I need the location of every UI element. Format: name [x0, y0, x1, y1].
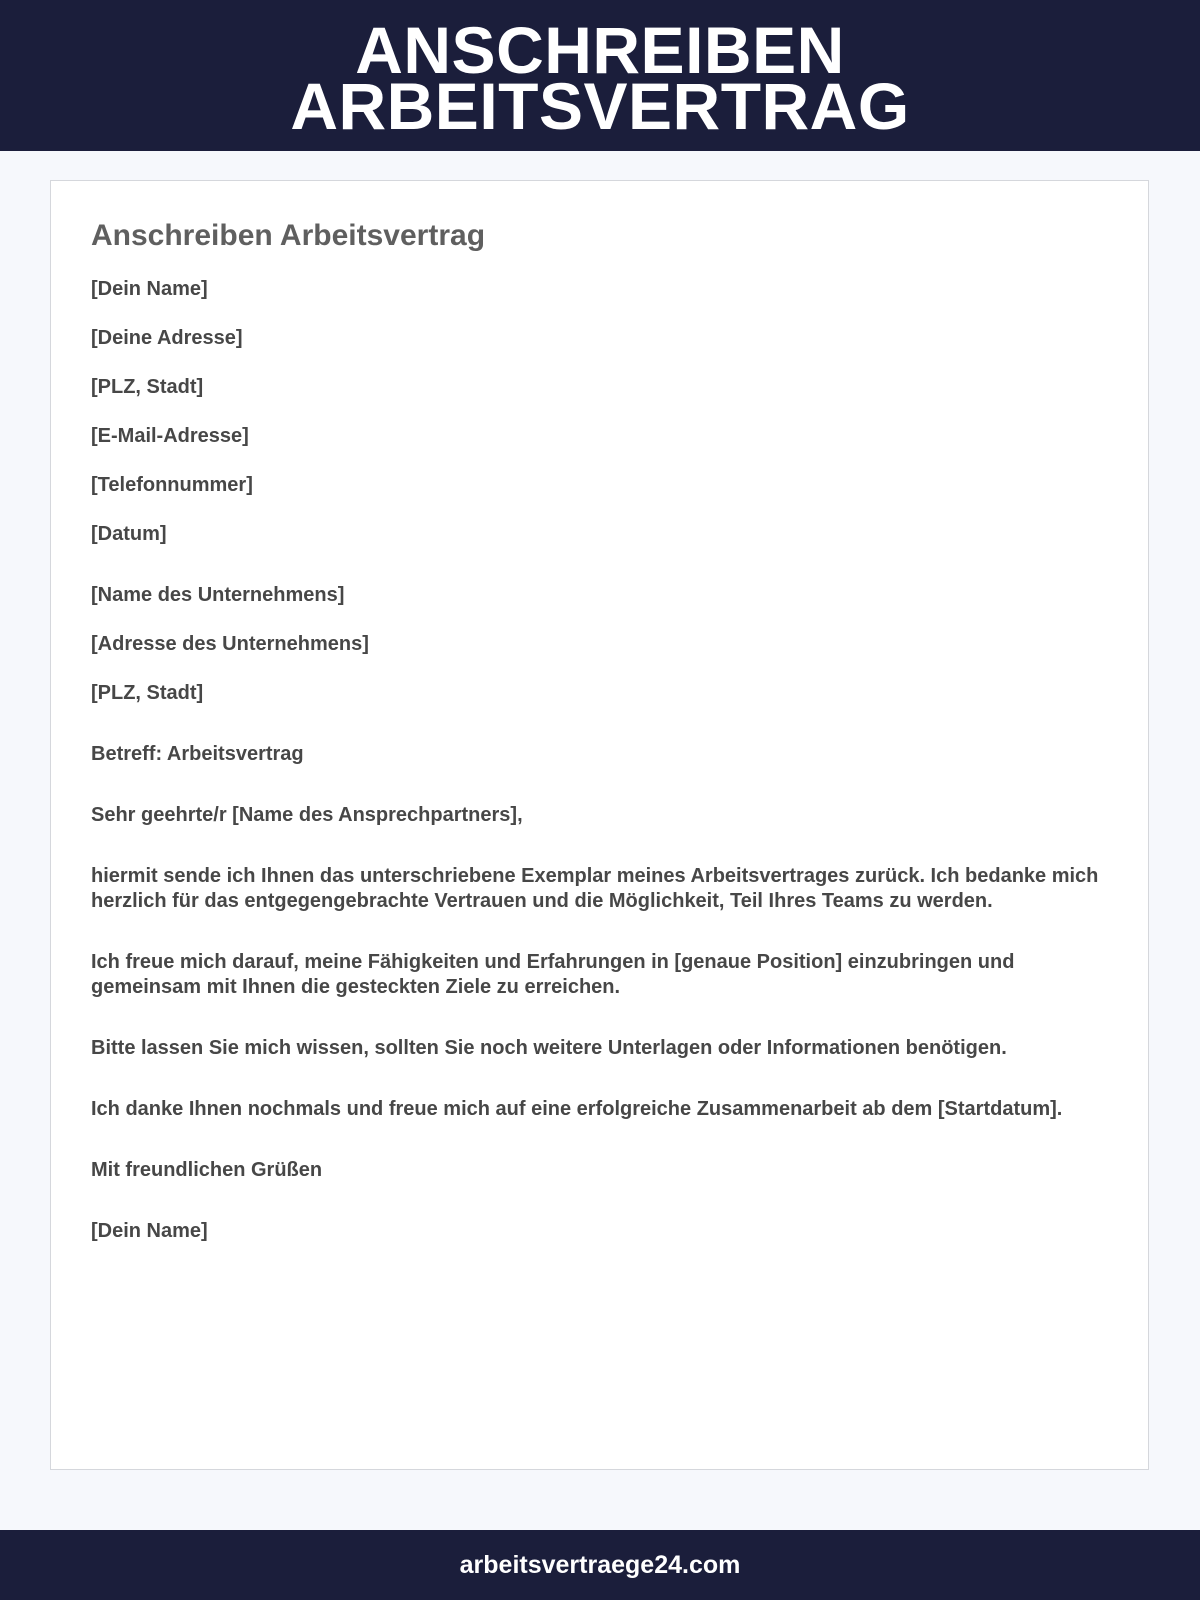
sender-name: [Dein Name]	[91, 278, 208, 300]
letter-closing: Mit freundlichen Grüßen	[91, 1159, 323, 1181]
footer-site-name: arbeitsvertraege24.com	[459, 1550, 741, 1579]
letter-salutation: Sehr geehrte/r [Name des Ansprechpartners],	[91, 804, 523, 826]
sender-address: [Deine Adresse]	[91, 327, 243, 349]
recipient-company: [Name des Unternehmens]	[91, 584, 345, 606]
letter-signature: [Dein Name]	[91, 1220, 208, 1242]
header-title-line-1: ANSCHREIBEN	[355, 12, 845, 87]
recipient-address: [Adresse des Unternehmens]	[91, 633, 369, 655]
recipient-city: [PLZ, Stadt]	[91, 682, 204, 704]
document-title: Anschreiben Arbeitsvertrag	[91, 219, 486, 252]
letter-date: [Datum]	[91, 523, 167, 545]
page-footer	[0, 1530, 1200, 1600]
letter-subject: Betreff: Arbeitsvertrag	[91, 743, 304, 765]
body-paragraph-3: Bitte lassen Sie mich wissen, sollten Sie noch weitere Unterlagen oder Informationen benötigen.	[91, 1037, 1007, 1059]
header-title-line-2: ARBEITSVERTRAG	[290, 68, 910, 143]
letter-card	[50, 180, 1149, 1470]
body-paragraph-2: Ich freue mich darauf, meine Fähigkeiten und Erfahrungen in [genaue Position] einzubringen und gemeinsam mit Ihnen die gesteckten Ziele zu erreichen.	[91, 951, 1015, 998]
sender-email: [E-Mail-Adresse]	[91, 425, 249, 447]
sender-city: [PLZ, Stadt]	[91, 376, 204, 398]
body-paragraph-1: hiermit sende ich Ihnen das unterschriebene Exemplar meines Arbeitsvertrages zurück. Ich bedanke mich herzlich für das entgegengebrachte Vertrauen und die Möglichkeit, Teil Ihres Teams zu werden.	[91, 865, 1099, 912]
sender-phone: [Telefonnummer]	[91, 474, 253, 496]
body-paragraph-4: Ich danke Ihnen nochmals und freue mich auf eine erfolgreiche Zusammenarbeit ab dem [Startdatum].	[91, 1098, 1063, 1120]
page-header	[0, 0, 1200, 151]
header-title	[290, 12, 910, 143]
